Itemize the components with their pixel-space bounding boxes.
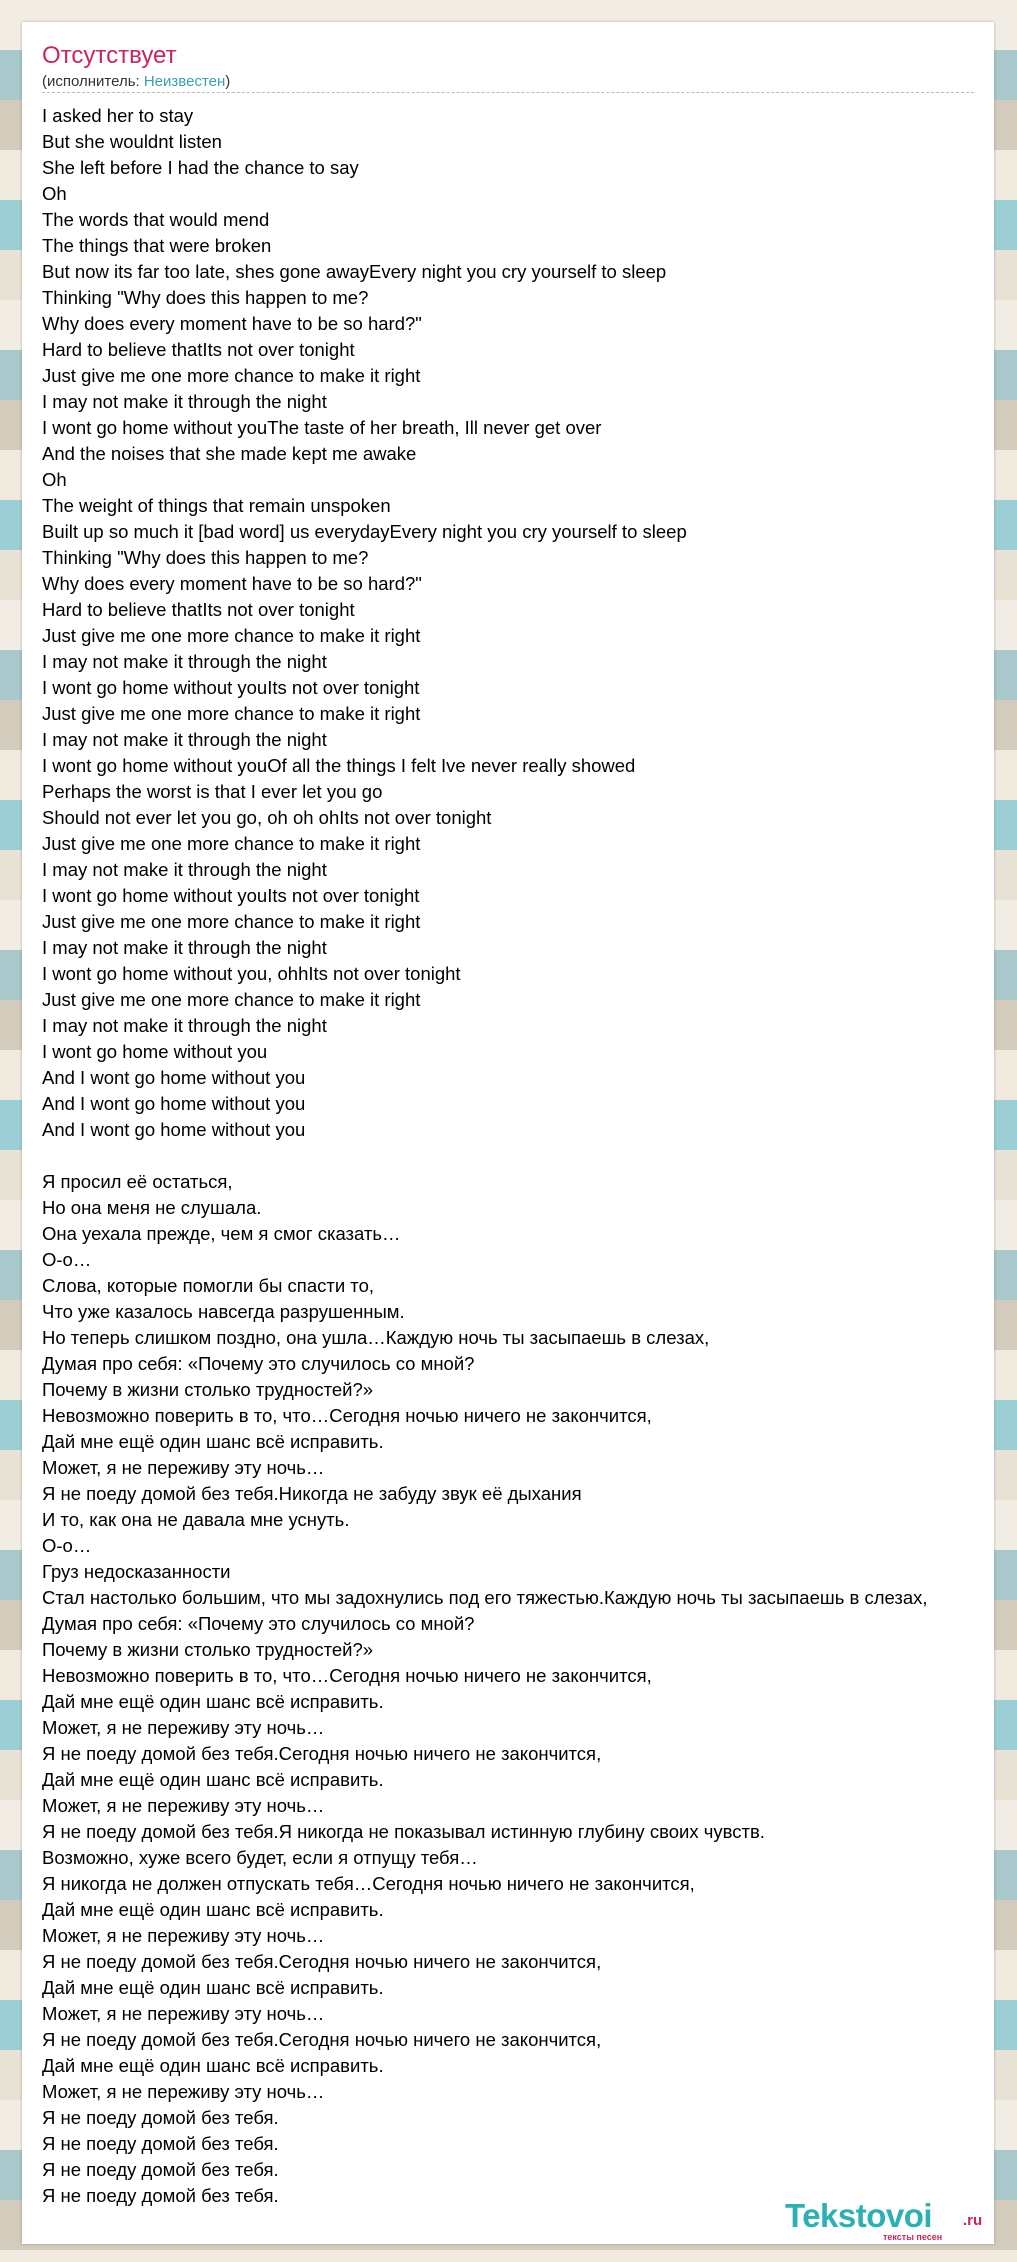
russian-lyric-line: Может, я не переживу эту ночь… (42, 1795, 325, 1816)
russian-lyric-line: Я не поеду домой без тебя.Сегодня ночью ничего не закончится, (42, 1743, 602, 1764)
title-divider (42, 92, 974, 93)
english-lyric-line: The things that were broken (42, 235, 272, 256)
russian-lyric-line: Я никогда не должен отпускать тебя…Сегодня ночью ничего не закончится, (42, 1873, 695, 1894)
logo-tld: .ru (963, 2212, 983, 2229)
russian-lyric-line: О-о… (42, 1535, 92, 1556)
russian-lyric-line: Может, я не переживу эту ночь… (42, 2003, 325, 2024)
logo-tagline: тексты песен (883, 2232, 943, 2242)
russian-lyric-line: Я не поеду домой без тебя. (42, 2159, 279, 2180)
english-lyric-line: I wont go home without youOf all the things I felt Ive never really showed (42, 755, 636, 776)
english-lyric-line: She left before I had the chance to say (42, 157, 359, 178)
russian-lyric-line: Я не поеду домой без тебя.Сегодня ночью ничего не закончится, (42, 2029, 602, 2050)
english-lyric-line: Just give me one more chance to make it right (42, 365, 421, 386)
russian-lyric-line: И то, как она не давала мне уснуть. (42, 1509, 350, 1530)
russian-lyric-line: Я просил её остаться, (42, 1171, 233, 1192)
russian-lyric-line: Невозможно поверить в то, что…Сегодня ночью ничего не закончится, (42, 1405, 652, 1426)
russian-lyric-line: Может, я не переживу эту ночь… (42, 1717, 325, 1738)
english-lyric-line: I wont go home without youIts not over tonight (42, 677, 420, 698)
logo-wordmark: Tekstovoi (785, 2197, 933, 2234)
artist-line (42, 73, 230, 90)
english-lyric-line: Hard to believe thatIts not over tonight (42, 599, 355, 620)
russian-lyric-line: Дай мне ещё один шанс всё исправить. (42, 1431, 384, 1452)
russian-lyric-line: Я не поеду домой без тебя.Никогда не забуду звук её дыхания (42, 1483, 582, 1504)
russian-lyric-line: Но теперь слишком поздно, она ушла…Каждую ночь ты засыпаешь в слезах, (42, 1327, 710, 1348)
russian-lyric-line: Она уехала прежде, чем я смог сказать… (42, 1223, 401, 1244)
russian-lyric-line: Думая про себя: «Почему это случилось со мной? (42, 1613, 475, 1634)
english-lyric-line: I wont go home without youIts not over tonight (42, 885, 420, 906)
russian-lyric-line: Но она меня не слушала. (42, 1197, 262, 1218)
russian-lyric-line: Возможно, хуже всего будет, если я отпущу тебя… (42, 1847, 478, 1868)
artist-suffix: ) (225, 73, 231, 90)
russian-lyric-line: Дай мне ещё один шанс всё исправить. (42, 1769, 384, 1790)
english-lyric-line: Just give me one more chance to make it right (42, 625, 421, 646)
english-lyric-line: The words that would mend (42, 209, 270, 230)
russian-lyric-line: Дай мне ещё один шанс всё исправить. (42, 2055, 384, 2076)
russian-lyric-line: Дай мне ещё один шанс всё исправить. (42, 1899, 384, 1920)
russian-lyric-line: Может, я не переживу эту ночь… (42, 2081, 325, 2102)
english-lyric-line: I may not make it through the night (42, 859, 327, 880)
english-lyric-line: I wont go home without you, ohhIts not over tonight (42, 963, 461, 984)
english-lyric-line: Just give me one more chance to make it right (42, 833, 421, 854)
english-lyric-line: Hard to believe thatIts not over tonight (42, 339, 355, 360)
lyrics-text (42, 103, 928, 2209)
english-lyric-line: But she wouldnt listen (42, 131, 222, 152)
russian-lyric-line: Невозможно поверить в то, что…Сегодня ночью ничего не закончится, (42, 1665, 652, 1686)
english-lyric-line: Thinking "Why does this happen to me? (42, 547, 369, 568)
russian-lyric-line: Может, я не переживу эту ночь… (42, 1925, 325, 1946)
russian-lyric-line: Дай мне ещё один шанс всё исправить. (42, 1977, 384, 1998)
english-lyric-line: Perhaps the worst is that I ever let you go (42, 781, 383, 802)
stanza-spacer (42, 1143, 928, 1169)
english-lyric-line: I may not make it through the night (42, 651, 327, 672)
english-lyric-line: Should not ever let you go, oh oh ohIts not over tonight (42, 807, 492, 828)
english-lyric-line: Oh (42, 469, 67, 490)
russian-lyric-line: Думая про себя: «Почему это случилось со мной? (42, 1353, 475, 1374)
russian-lyric-line: Груз недосказанности (42, 1561, 231, 1582)
english-lyric-line: Just give me one more chance to make it right (42, 989, 421, 1010)
site-logo[interactable] (785, 2197, 995, 2242)
russian-lyric-line: Почему в жизни столько трудностей?» (42, 1379, 374, 1400)
english-lyric-line: And I wont go home without you (42, 1093, 306, 1114)
russian-lyric-line: Я не поеду домой без тебя.Сегодня ночью ничего не закончится, (42, 1951, 602, 1972)
russian-lyric-line: Я не поеду домой без тебя. (42, 2107, 279, 2128)
english-lyric-line: The weight of things that remain unspoken (42, 495, 391, 516)
english-lyric-line: I may not make it through the night (42, 729, 327, 750)
english-lyric-line: I asked her to stay (42, 105, 194, 126)
russian-lyric-line: Я не поеду домой без тебя.Я никогда не показывал истинную глубину своих чувств. (42, 1821, 765, 1842)
russian-lyric-line: Стал настолько большим, что мы задохнулись под его тяжестью.Каждую ночь ты засыпаешь в слезах, (42, 1587, 928, 1608)
english-lyric-line: I wont go home without you (42, 1041, 268, 1062)
english-lyric-line: And I wont go home without you (42, 1067, 306, 1088)
russian-lyric-line: Может, я не переживу эту ночь… (42, 1457, 325, 1478)
russian-lyric-line: Что уже казалось навсегда разрушенным. (42, 1301, 405, 1322)
russian-lyric-line: Слова, которые помогли бы спасти то, (42, 1275, 374, 1296)
russian-lyric-line: Я не поеду домой без тебя. (42, 2133, 279, 2154)
russian-lyric-line: Дай мне ещё один шанс всё исправить. (42, 1691, 384, 1712)
english-lyric-line: But now its far too late, shes gone awayEvery night you cry yourself to sleep (42, 261, 667, 282)
english-lyric-line: Just give me one more chance to make it right (42, 911, 421, 932)
english-lyric-line: I may not make it through the night (42, 391, 327, 412)
english-lyric-line: Built up so much it [bad word] us everydayEvery night you cry yourself to sleep (42, 521, 687, 542)
lyrics-card (22, 22, 994, 2244)
english-lyric-line: Why does every moment have to be so hard?" (42, 313, 422, 334)
english-lyric-line: And I wont go home without you (42, 1119, 306, 1140)
english-lyric-line: And the noises that she made kept me awake (42, 443, 417, 464)
artist-prefix: (исполнитель: (42, 73, 144, 90)
artist-link[interactable]: Неизвестен (143, 73, 226, 90)
english-lyric-line: Thinking "Why does this happen to me? (42, 287, 369, 308)
english-lyric-line: Why does every moment have to be so hard?" (42, 573, 422, 594)
russian-lyric-line: О-о… (42, 1249, 92, 1270)
russian-lyric-line: Я не поеду домой без тебя. (42, 2185, 279, 2206)
english-lyric-line: Oh (42, 183, 67, 204)
english-lyric-line: Just give me one more chance to make it right (42, 703, 421, 724)
english-lyric-line: I may not make it through the night (42, 1015, 327, 1036)
english-lyric-line: I may not make it through the night (42, 937, 327, 958)
english-lyric-line: I wont go home without youThe taste of her breath, Ill never get over (42, 417, 602, 438)
russian-lyric-line: Почему в жизни столько трудностей?» (42, 1639, 374, 1660)
song-title: Отсутствует (42, 42, 177, 69)
